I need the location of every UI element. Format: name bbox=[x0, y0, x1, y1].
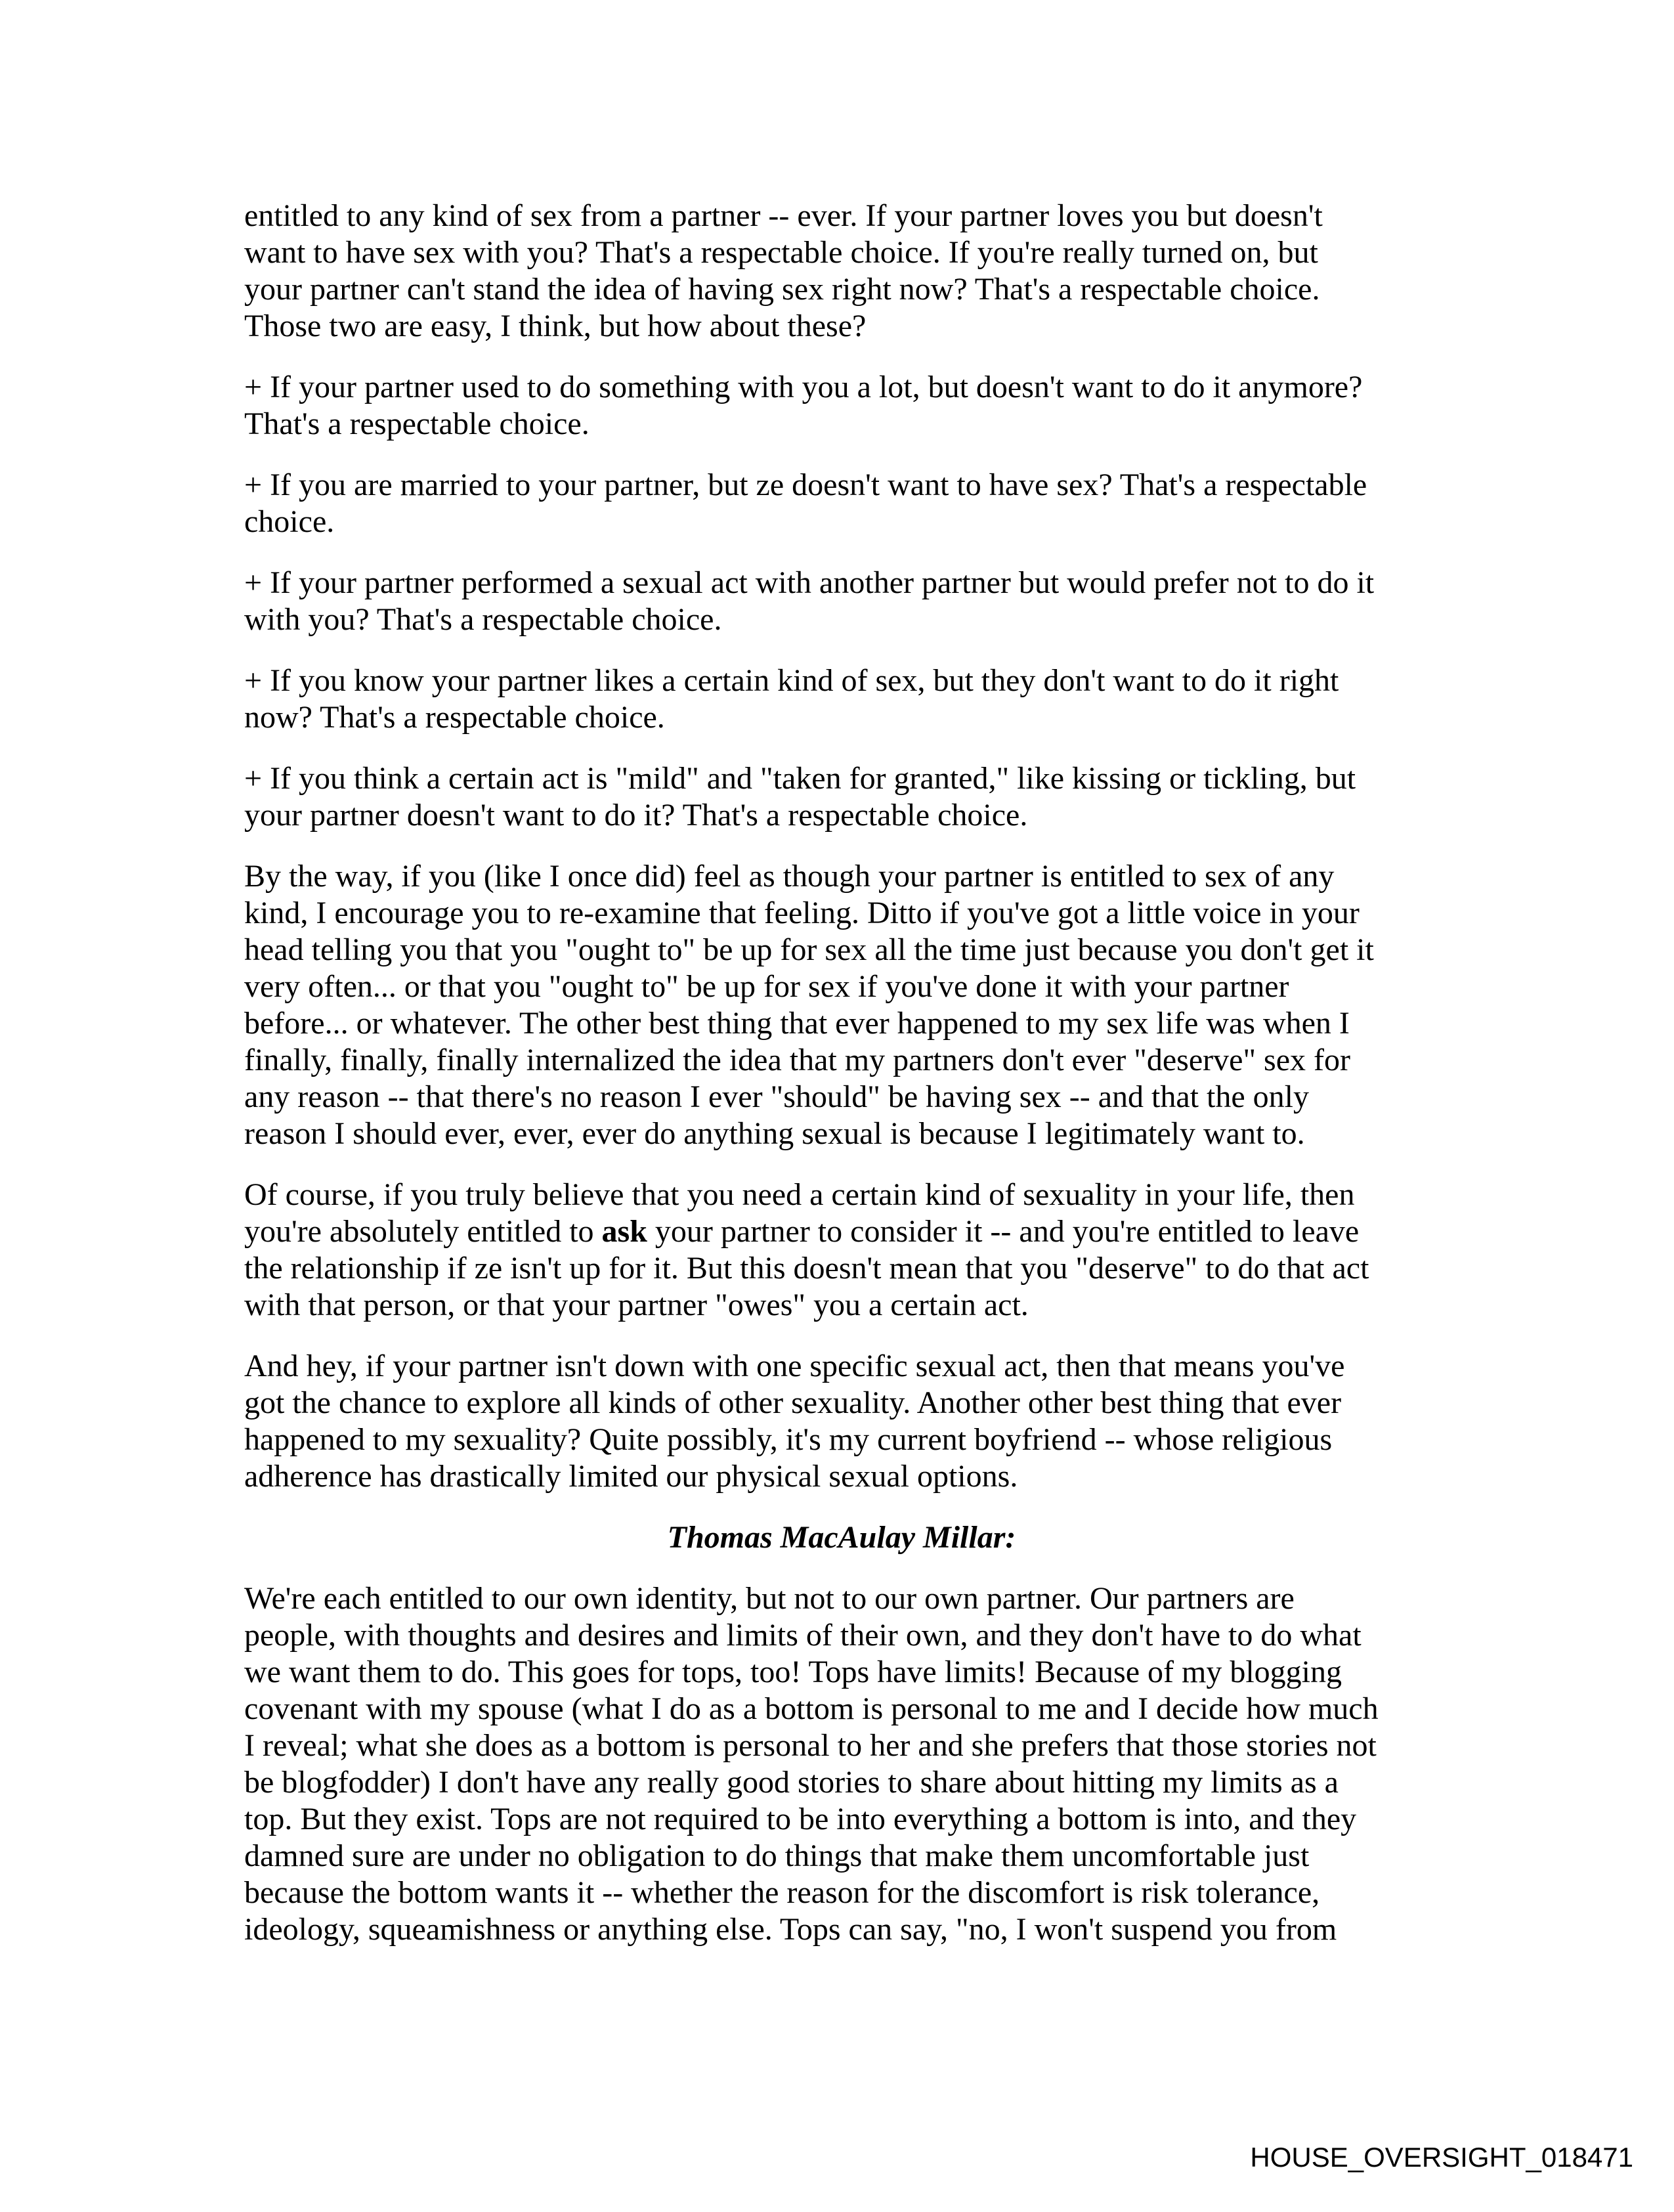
paragraph bbox=[244, 1580, 1439, 1948]
text-line: Of course, if you truly believe that you need a certain kind of sexuality in your life, then bbox=[244, 1177, 1355, 1212]
text-line bbox=[244, 1213, 1439, 1250]
text-line: + If you are married to your partner, but ze doesn't want to have sex? That's a respectable bbox=[244, 467, 1367, 502]
text-line: + If you know your partner likes a certain kind of sex, but they don't want to do it right bbox=[244, 663, 1339, 698]
text-line: top. But they exist. Tops are not required to be into everything a bottom is into, and they bbox=[244, 1802, 1357, 1836]
text-line: with you? That's a respectable choice. bbox=[244, 602, 722, 637]
text-line: We're each entitled to our own identity, but not to our own partner. Our partners are bbox=[244, 1581, 1295, 1616]
text-line: And hey, if your partner isn't down with one specific sexual act, then that means you've bbox=[244, 1349, 1345, 1383]
text-line: kind, I encourage you to re-examine that feeling. Ditto if you've got a little voice in your bbox=[244, 896, 1360, 930]
text-line: reason I should ever, ever, ever do anything sexual is because I legitimately want to. bbox=[244, 1116, 1305, 1151]
text-line: adherence has drastically limited our physical sexual options. bbox=[244, 1459, 1018, 1494]
text-line: head telling you that you "ought to" be up for sex all the time just because you don't get it bbox=[244, 932, 1374, 967]
text-line: any reason -- that there's no reason I ever "should" be having sex -- and that the only bbox=[244, 1079, 1309, 1114]
text-line: got the chance to explore all kinds of other sexuality. Another other best thing that ever bbox=[244, 1385, 1342, 1420]
paragraph bbox=[244, 760, 1439, 834]
section-heading: Thomas MacAulay Millar: bbox=[667, 1520, 1016, 1555]
text-line: Those two are easy, I think, but how about these? bbox=[244, 309, 867, 343]
text-line: because the bottom wants it -- whether the reason for the discomfort is risk tolerance, bbox=[244, 1875, 1320, 1910]
text-line: people, with thoughts and desires and limits of their own, and they don't have to do what bbox=[244, 1618, 1362, 1653]
text-line: That's a respectable choice. bbox=[244, 406, 590, 441]
paragraph bbox=[244, 565, 1439, 638]
text-line: covenant with my spouse (what I do as a bottom is personal to me and I decide how much bbox=[244, 1691, 1379, 1726]
text-line: with that person, or that your partner "owes" you a certain act. bbox=[244, 1288, 1029, 1322]
bates-stamp: HOUSE_OVERSIGHT_018471 bbox=[1250, 2142, 1633, 2173]
text-line: now? That's a respectable choice. bbox=[244, 700, 665, 735]
text-line: + If your partner performed a sexual act with another partner but would prefer not to do it bbox=[244, 565, 1375, 600]
text-line: entitled to any kind of sex from a partner -- ever. If your partner loves you but doesn't bbox=[244, 198, 1323, 233]
paragraph bbox=[244, 198, 1439, 345]
text-line: very often... or that you "ought to" be up for sex if you've done it with your partner bbox=[244, 969, 1289, 1004]
text-line: finally, finally, finally internalized the idea that my partners don't ever "deserve" sex for bbox=[244, 1043, 1350, 1077]
text-line: we want them to do. This goes for tops, too! Tops have limits! Because of my blogging bbox=[244, 1655, 1342, 1689]
text-line: choice. bbox=[244, 504, 335, 539]
paragraphs-before bbox=[244, 198, 1439, 1495]
text-line: the relationship if ze isn't up for it. But this doesn't mean that you "deserve" to do that act bbox=[244, 1251, 1369, 1286]
text-line: want to have sex with you? That's a respectable choice. If you're really turned on, but bbox=[244, 235, 1318, 270]
paragraph bbox=[244, 467, 1439, 540]
paragraph bbox=[244, 1177, 1439, 1324]
text-segment: you're absolutely entitled to bbox=[244, 1214, 602, 1249]
text-line: be blogfodder) I don't have any really good stories to share about hitting my limits as a bbox=[244, 1765, 1339, 1800]
paragraph bbox=[244, 1348, 1439, 1495]
text-line: before... or whatever. The other best thing that ever happened to my sex life was when I bbox=[244, 1006, 1350, 1041]
text-line: damned sure are under no obligation to do things that make them uncomfortable just bbox=[244, 1838, 1310, 1873]
text-segment: your partner to consider it -- and you're entitled to leave bbox=[647, 1214, 1360, 1249]
paragraphs-after bbox=[244, 1580, 1439, 1948]
text-line: + If you think a certain act is "mild" and "taken for granted," like kissing or tickling, but bbox=[244, 761, 1356, 796]
text-line: your partner can't stand the idea of having sex right now? That's a respectable choice. bbox=[244, 272, 1320, 307]
text-line: By the way, if you (like I once did) feel as though your partner is entitled to sex of any bbox=[244, 859, 1335, 894]
text-line: ideology, squeamishness or anything else. Tops can say, "no, I won't suspend you from bbox=[244, 1912, 1337, 1947]
text-line: happened to my sexuality? Quite possibly, it's my current boyfriend -- whose religious bbox=[244, 1422, 1333, 1457]
text-line: your partner doesn't want to do it? That's a respectable choice. bbox=[244, 798, 1028, 833]
paragraph bbox=[244, 858, 1439, 1152]
bold-text: ask bbox=[601, 1214, 647, 1249]
text-line: I reveal; what she does as a bottom is personal to her and she prefers that those stories not bbox=[244, 1728, 1377, 1763]
document-body bbox=[244, 198, 1439, 1972]
paragraph bbox=[244, 369, 1439, 443]
text-line: + If your partner used to do something with you a lot, but doesn't want to do it anymore? bbox=[244, 370, 1363, 404]
paragraph bbox=[244, 662, 1439, 736]
